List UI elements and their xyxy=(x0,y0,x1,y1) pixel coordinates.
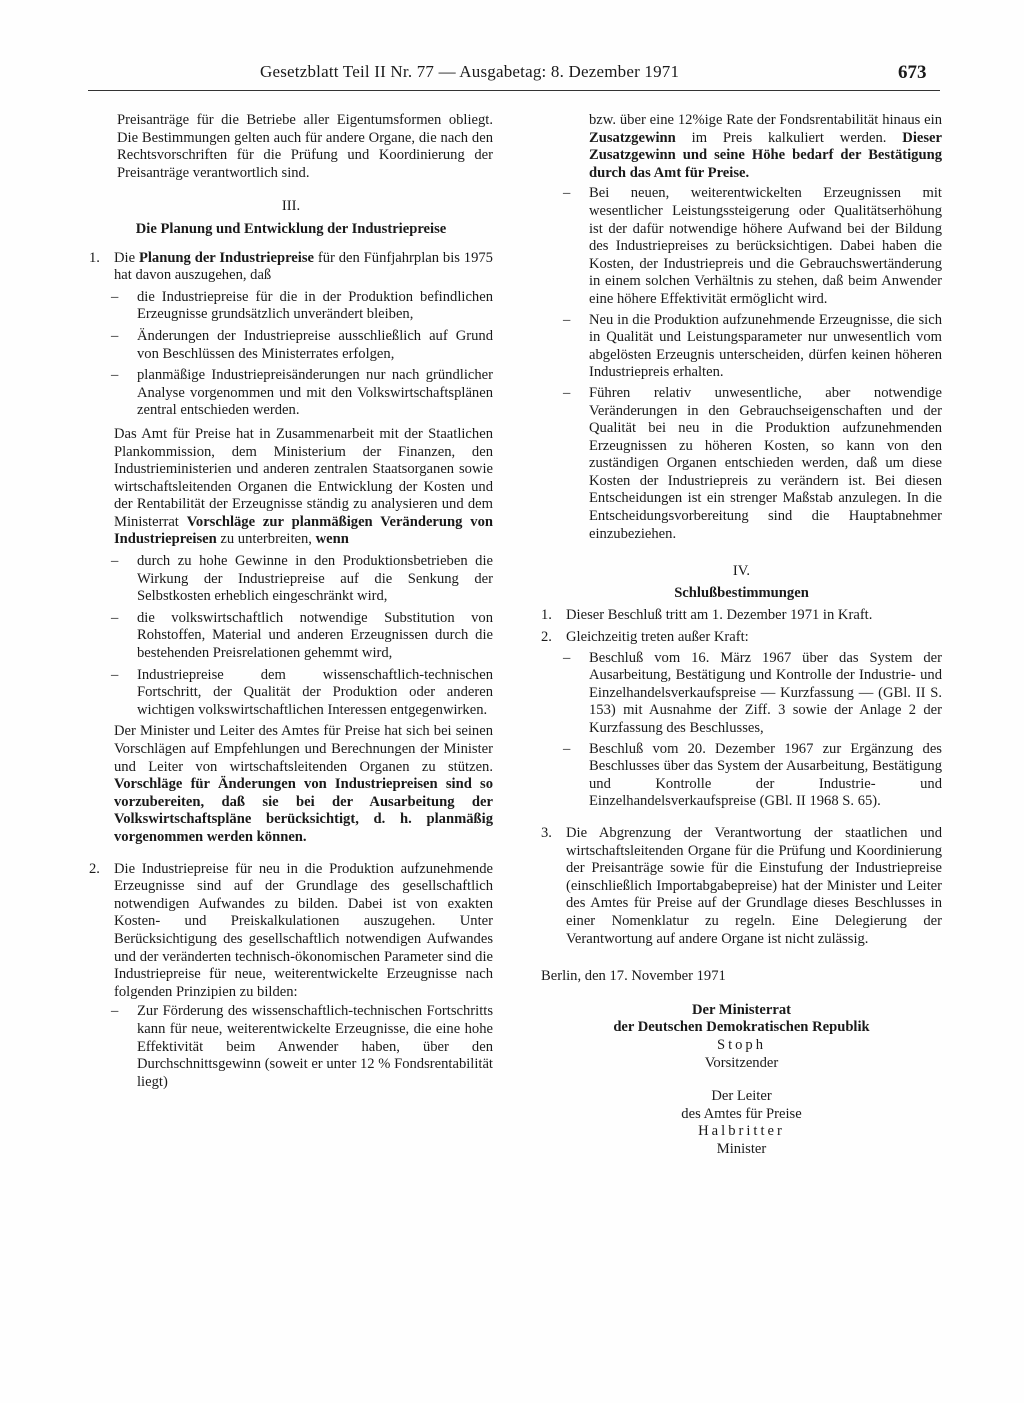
final-dash-1: – Beschluß vom 16. März 1967 über das System der Ausarbeitung, Bestätigung und Kontrolle der Industrie- und Einzelhandelsverkaufspreise — Kurzfassung — (GBl. II S. 153) mit Ausnahme der Ziff. 3 sowie der Anlage 2 der Kurzfassung des Beschlusses, xyxy=(563,649,942,736)
amt-paragraph xyxy=(89,426,493,549)
intro-paragraph: Preisanträge für die Betriebe aller Eigentumsformen obliegt. Die Bestimmungen gelten auch für andere Organe, die nach den Rechtsvorschriften für die Prüfung und Koordinierung der Preisanträge verantwortlich sind. xyxy=(117,112,493,181)
final-item-2-number: 2. xyxy=(541,629,552,646)
final-item-2 xyxy=(541,629,942,647)
section-3-numeral: III. xyxy=(281,198,301,215)
item-1-bold: Planung der Industriepreise xyxy=(138,249,314,266)
sig2-role: Minister xyxy=(716,1140,767,1157)
wenn-dash-2: – die volkswirtschaftlich notwendige Substitution von Rohstoffen, Material und anderen Erzeugnissen durch die bestehenden Preisrelationen gehemmt wird, xyxy=(111,609,493,662)
place-date: Berlin, den 17. November 1971 xyxy=(541,968,726,985)
minister-pre: Der Minister und Leiter des Amtes für Preise hat sich bei seinen Vorschlägen auf Empfehlungen und Berechnungen der Minister und Leiter von wirtschaftsleitenden Organen zu stützen. xyxy=(114,723,493,775)
item-2 xyxy=(89,861,493,1002)
cont-mid: im Preis kalkuliert werden. xyxy=(675,129,903,146)
wenn-dash-1: – durch zu hohe Gewinne in den Produktionsbetrieben die Wirkung der Industriepreise auf die Senkung der Selbstkosten erheblich eingeschränkt wird, xyxy=(111,553,493,605)
item-1 xyxy=(89,250,493,285)
dash-text: Beschluß vom 16. März 1967 über das System der Ausarbeitung, Bestätigung und Kontrolle der Industrie- und Einzelhandelsverkaufspreise — Kurzfassung — (GBl. II S. 153) mit Ausnahme der Ziff. 3 sowie der Anlage 2 der Kurzfassung des Beschlusses, xyxy=(589,649,942,736)
right-dash-1: – Bei neuen, weiterentwickelten Erzeugnissen mit wesentlicher Leistungssteigerung oder Qualitätserhöhung ist der dafür notwendige höhere Aufwand bei der Bildung des Industriepreises zu berücksichtigen. Dabei haben die Kosten, der Industriepreis und die Gebrauchswertänderung in einem solchen Verhältnis zu stehen, daß beim Anwender eine höhere Effektivität ermöglicht wird. xyxy=(563,185,942,307)
page-number: 673 xyxy=(898,62,927,83)
dash-text: durch zu hohe Gewinne in den Produktionsbetrieben die Wirkung der Industriepreise auf die Senkung der Selbstkosten erheblich eingeschränkt wird, xyxy=(137,553,493,605)
right-dash-3: – Führen relativ unwesentliche, aber notwendige Veränderungen in den Gebrauchseigenschaften und der Qualität bei neu in die Produktion aufzunehmenden Erzeugnissen zu höheren Kosten, so kann von den zuständigen Organen entschieden werden, daß um diese Kosten der Industriepreis zu verändern ist. Bei diesen Entscheidungen ist ein strenger Maßstab anzulegen. In die Entscheidungsvorbereitung sind die Hauptabnehmer einzubeziehen. xyxy=(563,384,942,542)
dash-text: Neu in die Produktion aufzunehmende Erzeugnisse, die sich in Qualität und Leistungsparameter nur unwesentlich vom abgelösten Erzeugnis unterscheiden, dürfen keinen höheren Industriepreis erhalten. xyxy=(589,311,942,381)
minister-paragraph xyxy=(89,723,493,846)
final-dash-2: – Beschluß vom 20. Dezember 1967 zur Ergänzung des Beschlusses über das System der Ausarbeitung, Bestätigung und Kontrolle der Industrie- und Einzelhandelsverkaufspreise (GBl. II 1968 S. 65). xyxy=(563,740,942,810)
dash-text: die volkswirtschaftlich notwendige Substitution von Rohstoffen, Material und anderen Erzeugnissen durch die bestehenden Preisrelationen gehemmt wird, xyxy=(137,609,493,662)
cont-bold-1: Zusatzgewinn xyxy=(589,129,676,146)
sig2-line2: des Amtes für Preise xyxy=(681,1105,802,1122)
item-1-dash-3: – planmäßige Industriepreisänderungen nur nach gründlicher Analyse vorgenommen und mit den Volkswirtschaftsplänen zentral entschieden werden. xyxy=(111,367,493,419)
wenn-dash-3: – Industriepreise dem wissenschaftlich-technischen Fortschritt, der Qualität der Produktion oder anderen wichtigen volkswirtschaftlichen Interessen entgegenwirken. xyxy=(111,666,493,718)
section-4-numeral: IV. xyxy=(732,563,751,580)
minister-bold: Vorschläge für Änderungen von Industriepreisen sind so vorzubereiten, daß sie bei der Ausarbeitung der Volkswirtschaftspläne berücksichtigt, d. h. planmäßig vorgenommen werden können. xyxy=(114,776,493,845)
sig2-name: Halbritter xyxy=(698,1123,785,1140)
amt-bold: Vorschläge zur planmäßigen Veränderung von Industriepreisen xyxy=(114,513,493,548)
item-2-number: 2. xyxy=(89,860,100,877)
amt-wenn: wenn xyxy=(315,531,349,548)
item-2-text: Die Industriepreise für neu in die Produktion aufzunehmende Erzeugnisse sind auf der Grundlage des gesellschaftlich notwendigen Aufwandes zu bilden. Dabei ist von exakten Kosten- und Preiskalkulationen auszugehen. Unter Berücksichtigung des gesellschaftlich notwendigen Aufwandes und der veränderten technisch-ökonomischen Parameter sind die Industriepreise für neue, weiterentwickelte Erzeugnisse nach folgenden Prinzipien zu bilden: xyxy=(114,860,493,1000)
cont-pre: bzw. über eine 12%ige Rate der Fondsrentabilität hinaus ein xyxy=(589,112,942,128)
dash-text: die Industriepreise für die in der Produktion befindlichen Erzeugnisse grundsätzlich unverändert bleiben, xyxy=(137,288,493,323)
final-item-1-number: 1. xyxy=(541,607,552,624)
dash-text: Führen relativ unwesentliche, aber notwendige Veränderungen in den Gebrauchseigenschaften und der Qualität bei neu in die Produktion aufzunehmenden Erzeugnissen zu höheren Kosten, so kann von den zuständigen Organen entschieden werden, daß um diese Kosten der Industriepreis zu verändern ist. Bei diesen Entscheidungen ist ein strenger Maßstab anzulegen. In die Entscheidungsvorbereitung sind die Hauptabnehmer einzubeziehen. xyxy=(589,384,942,542)
item-1-post: für den Fünfjahrplan bis 1975 hat davon auszugehen, daß xyxy=(114,249,493,284)
right-dash-2: – Neu in die Produktion aufzunehmende Erzeugnisse, die sich in Qualität und Leistungsparameter nur unwesentlich vom abgelösten Erzeugnis unterscheiden, dürfen keinen höheren Industriepreis erhalten. xyxy=(563,311,942,381)
amt-pre: Das Amt für Preise hat in Zusammenarbeit mit der Staatlichen Plankommission, dem Ministerium der Finanzen, den Industrieministerien und anderen zentralen Staatsorganen sowie wirtschaftsleitenden Organen die Entwicklung der Kosten und der Rentabilität der Erzeugnisse ständig zu analysieren und dem Ministerrat xyxy=(114,425,493,530)
continuation-paragraph xyxy=(541,112,942,182)
sig1-line2: der Deutschen Demokratischen Republik xyxy=(613,1019,870,1036)
dash-text: Änderungen der Industriepreise ausschließlich auf Grund von Beschlüssen des Ministerrates erfolgen, xyxy=(137,327,493,362)
amt-mid: zu unterbreiten, xyxy=(216,531,316,548)
running-header: Gesetzblatt Teil II Nr. 77 — Ausgabetag: 8. Dezember 1971 xyxy=(260,62,680,81)
dash-text: Beschluß vom 20. Dezember 1967 zur Ergänzung des Beschlusses über das System der Ausarbeitung, Bestätigung und Kontrolle der Industrie- und Einzelhandelsverkaufspreise (GBl. II 1968 S. 65). xyxy=(589,740,942,810)
final-item-3 xyxy=(541,825,942,948)
item-2-dash-1: – Zur Förderung des wissenschaftlich-technischen Fortschritts kann für neue, weiterentwickelte Erzeugnisse, die eine hohe Effektivität beim Anwender haben, über den Durchschnittsgewinn (soweit er unter 12 % Fondsrentabilität liegt) xyxy=(111,1003,493,1090)
item-1-pre: Die xyxy=(114,249,139,266)
section-3-title: Die Planung und Entwicklung der Industriepreise xyxy=(135,220,447,237)
item-1-dash-1: – die Industriepreise für die in der Produktion befindlichen Erzeugnisse grundsätzlich unverändert bleiben, xyxy=(111,288,493,323)
item-1-dash-2: – Änderungen der Industriepreise ausschließlich auf Grund von Beschlüssen des Ministerrates erfolgen, xyxy=(111,327,493,362)
final-item-1-text: Dieser Beschluß tritt am 1. Dezember 1971 in Kraft. xyxy=(566,607,873,624)
section-4-title: Schlußbestimmungen xyxy=(674,584,809,601)
right-column xyxy=(541,112,942,1158)
dash-text: planmäßige Industriepreisänderungen nur nach gründlicher Analyse vorgenommen und mit den Volkswirtschaftsplänen zentral entschieden werden. xyxy=(137,367,493,419)
dash-text: Zur Förderung des wissenschaftlich-technischen Fortschritts kann für neue, weiterentwickelte Erzeugnisse, die eine hohe Effektivität beim Anwender haben, über den Durchschnittsgewinn (soweit er unter 12 % Fondsrentabilität liegt) xyxy=(137,1003,493,1090)
final-item-3-number: 3. xyxy=(541,824,552,841)
item-1-text xyxy=(114,250,493,285)
dash-text: Bei neuen, weiterentwickelten Erzeugnissen mit wesentlicher Leistungssteigerung oder Qualitätserhöhung ist der dafür notwendige höhere Aufwand bei der Bildung des Industriepreises zu berücksichtigen. Dabei haben die Kosten, der Industriepreis und die Gebrauchswertänderung in einem solchen Verhältnis zu stehen, daß beim Anwender eine höhere Effektivität ermöglicht wird. xyxy=(589,185,942,307)
header-rule xyxy=(88,90,940,91)
sig1-line1: Der Ministerrat xyxy=(691,1001,791,1018)
sig1-role: Vorsitzender xyxy=(704,1054,779,1071)
signature-amt xyxy=(541,1088,942,1158)
item-1-number: 1. xyxy=(89,249,100,266)
final-item-2-text: Gleichzeitig treten außer Kraft: xyxy=(566,629,749,646)
cont-bold-2: Dieser Zusatzgewinn und seine Höhe bedarf der Bestätigung durch das Amt für Preise. xyxy=(589,129,942,181)
sig1-name: Stoph xyxy=(716,1036,767,1053)
dash-text: Industriepreise dem wissenschaftlich-technischen Fortschritt, der Qualität der Produktion oder anderen wichtigen volkswirtschaftlichen Interessen entgegenwirken. xyxy=(137,666,493,718)
signature-ministerrat xyxy=(541,1002,942,1072)
sig2-line1: Der Leiter xyxy=(711,1088,772,1105)
final-item-3-text: Die Abgrenzung der Verantwortung der staatlichen und wirtschaftsleitenden Organe für die Prüfung und Koordinierung der Preisanträge sowie für die Einstufung der Industriepreise (einschließlich Importabgabepreise) hat der Minister und Leiter des Amtes für Preise auf der Grundlage dieses Beschlusses in einer Nomenklatur zu regeln. Eine Delegierung der Verantwortung auf andere Organe ist nicht zulässig. xyxy=(566,824,942,947)
left-column xyxy=(89,112,493,1091)
final-item-1 xyxy=(541,607,942,625)
